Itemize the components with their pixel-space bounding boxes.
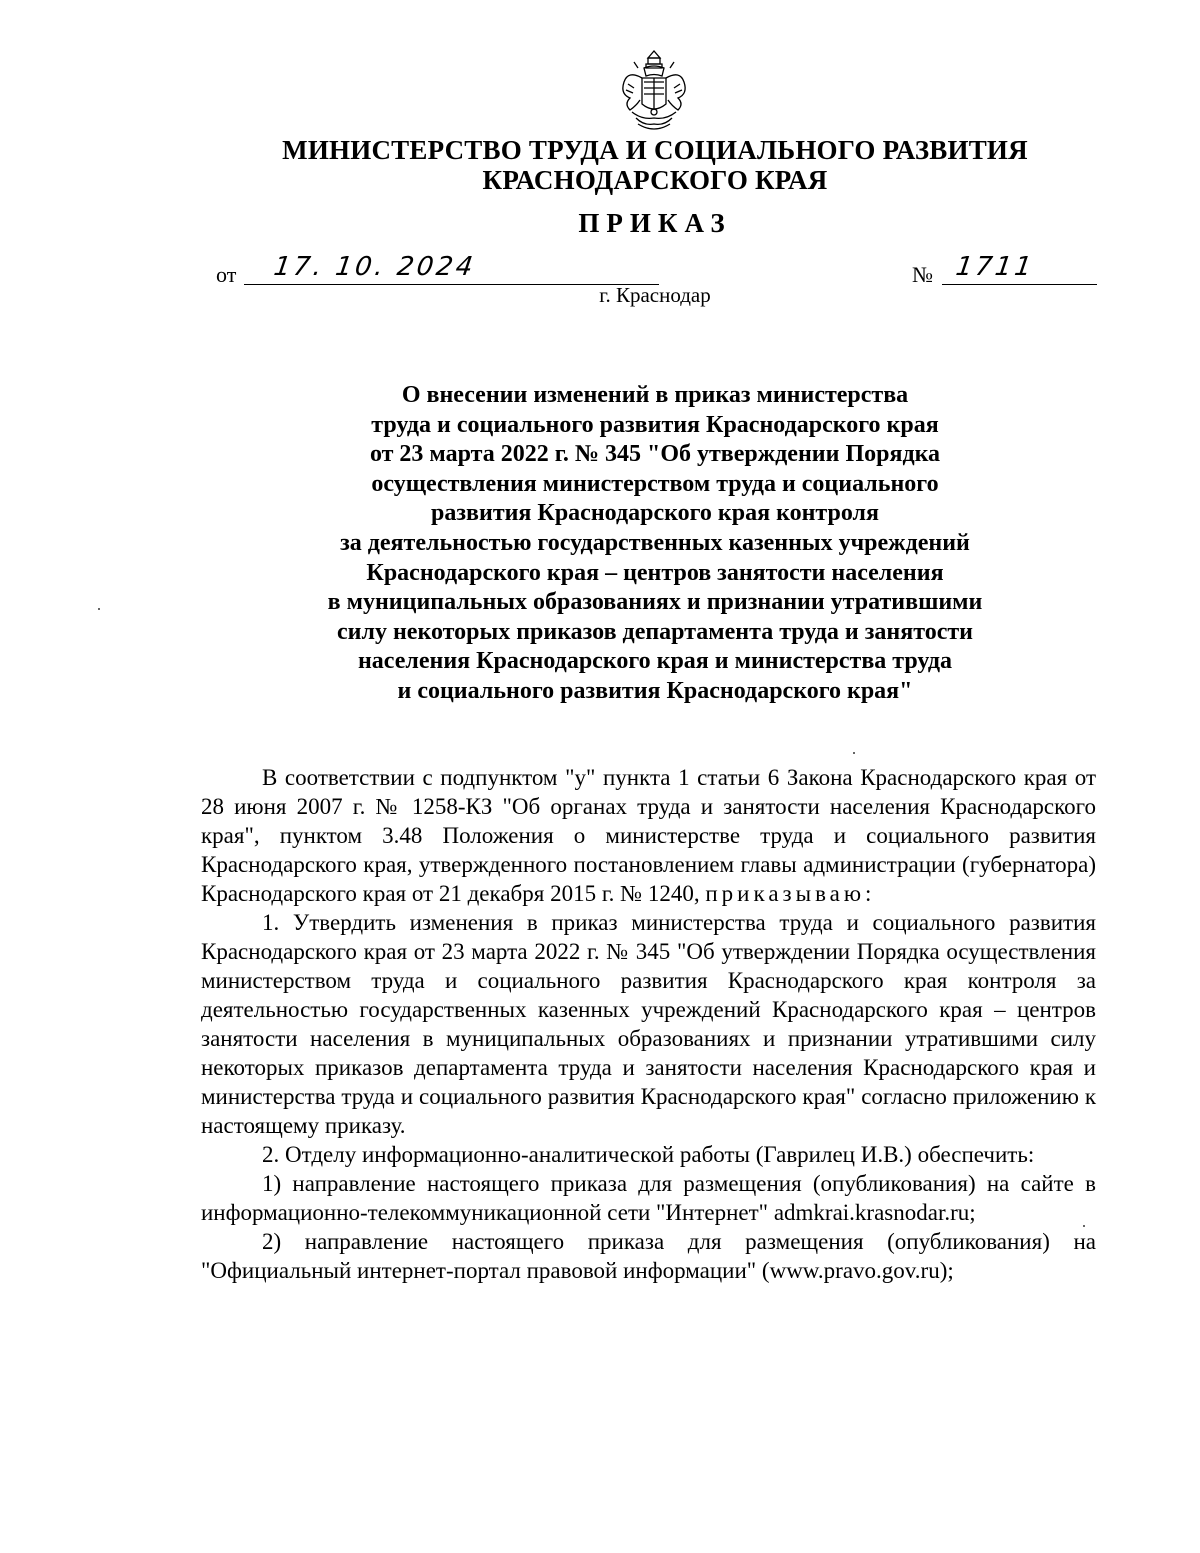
title-line: Краснодарского края – центров занятости населения xyxy=(366,559,944,586)
preamble-text: В соответствии с подпунктом "у" пункта 1 статьи 6 Закона Краснодарского края от 28 июня 2007 г. № 1258-КЗ "Об органах труда и занятости населения Краснодарского края", пунктом 3.48 Положения о министерстве труда и социального развития Краснодарского края, утвержденного постановлением главы администрации (губернатора) Краснодарского края от 21 декабря 2015 г. № 1240, xyxy=(201,765,1096,906)
ministry-name-line-1: МИНИСТЕРСТВО ТРУДА И СОЦИАЛЬНОГО РАЗВИТИЯ xyxy=(282,135,1028,165)
title-line: силу некоторых приказов департамента труда и занятости xyxy=(337,618,973,645)
number-label: № xyxy=(912,262,933,287)
title-line: и социального развития Краснодарского края" xyxy=(397,677,913,704)
coat-of-arms-icon xyxy=(618,48,690,134)
title-line: осуществления министерством труда и социального xyxy=(371,470,939,497)
item-2-1-paragraph: 1) направление настоящего приказа для размещения (опубликования) на сайте в информационно-телекоммуникационной сети "Интернет" admkrai.krasnodar.ru; xyxy=(201,1171,1096,1225)
item-2-paragraph: 2. Отделу информационно-аналитической работы (Гаврилец И.В.) обеспечить: xyxy=(262,1142,1035,1167)
date-value: 17. 10. 2024 xyxy=(271,252,478,282)
title-line: труда и социального развития Краснодарского края xyxy=(371,411,939,438)
title-line: за деятельностью государственных казенных учреждений xyxy=(340,529,970,556)
title-line: развития Краснодарского края контроля xyxy=(431,500,879,527)
scan-speck xyxy=(1083,1225,1085,1227)
title-line: населения Краснодарского края и министерства труда xyxy=(357,648,953,675)
city: г. Краснодар xyxy=(599,283,711,307)
item-1-paragraph: 1. Утвердить изменения в приказ министерства труда и социального развития Краснодарского края от 23 марта 2022 г. № 345 "Об утверждении Порядка осуществления министерством труда и социального развития Краснодарского края контроля за деятельностью государственных казенных учреждений Краснодарского края – центров занятости населения в муниципальных образованиях и признании утратившими силу некоторых приказов департамента труда и занятости населения Краснодарского края и министерства труда и социального развития Краснодарского края" согласно приложению к настоящему приказу. xyxy=(201,910,1096,1138)
order-word: приказываю: xyxy=(705,881,876,906)
title-line: от 23 марта 2022 г. № 345 "Об утверждении Порядка xyxy=(369,441,941,468)
scan-speck xyxy=(98,608,100,610)
number-underline xyxy=(942,284,1097,285)
document-type: ПРИКАЗ xyxy=(578,208,732,238)
title-line: в муниципальных образованиях и признании утратившими xyxy=(327,589,983,616)
ministry-name-line-2: КРАСНОДАРСКОГО КРАЯ xyxy=(482,165,828,195)
document-body xyxy=(201,763,1096,1285)
scan-speck xyxy=(853,752,855,754)
item-2-2-paragraph: 2) направление настоящего приказа для размещения (опубликования) на "Официальный интернет-портал правовой информации" (www.pravo.gov.ru); xyxy=(201,1229,1096,1283)
document-title xyxy=(150,381,1160,707)
number-value: 1711 xyxy=(953,252,1037,282)
preamble-paragraph xyxy=(201,763,1096,908)
title-line: О внесении изменений в приказ министерства xyxy=(401,382,909,408)
date-label: от xyxy=(216,262,237,287)
